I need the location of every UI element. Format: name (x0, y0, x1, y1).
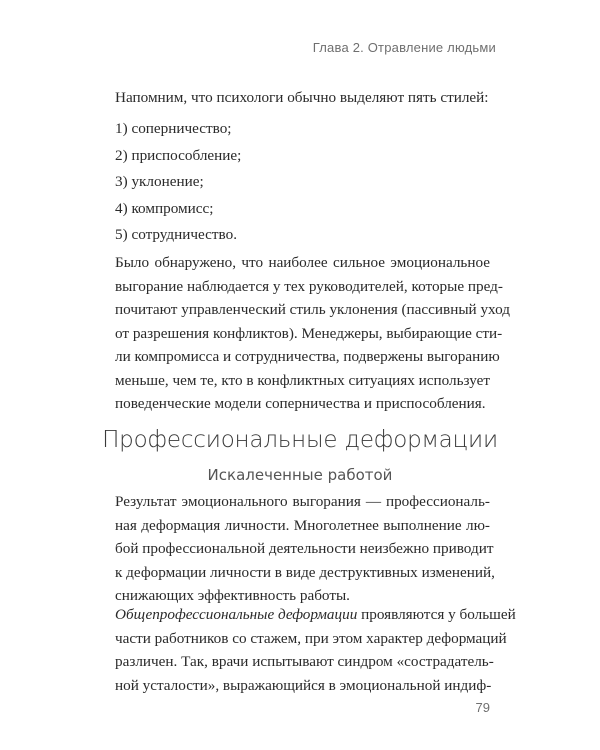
paragraph-line: снижающих эффективность работы. (115, 587, 350, 604)
paragraph-line: Результат эмоционального выгорания — профессиональ- (115, 493, 490, 510)
paragraph-line: ли компромисса и сотрудничества, подвержены выгоранию (115, 348, 500, 365)
page-number: 79 (475, 700, 490, 715)
list-item: 2) приспособление; (115, 146, 242, 164)
paragraph-line: ная деформация личности. Многолетнее выполнение лю- (115, 516, 490, 534)
italic-term: Общепрофессиональные деформации (115, 606, 358, 623)
list-item: 1) соперничество; (115, 120, 232, 137)
paragraph-line: Было обнаружено, что наиболее сильное эмоциональное (115, 254, 490, 271)
paragraph-line: бой профессиональной деятельности неизбежно приводит (115, 540, 494, 557)
paragraph-line: поведенческие модели соперничества и приспособления. (115, 395, 486, 412)
list-item: 5) сотрудничество. (115, 226, 238, 243)
intro-sentence: Напомним, что психологи обычно выделяют пять стилей: (115, 89, 489, 106)
list-item: 3) уклонение; (115, 173, 204, 190)
running-head: Глава 2. Отравление людьми (312, 40, 496, 55)
paragraph-line: выгорание наблюдается у тех руководителей, которые пред- (115, 277, 503, 295)
paragraph-line: ной усталости», выражающийся в эмоциональной индиф- (115, 676, 492, 694)
paragraph-line: различен. Так, врачи испытывают синдром «сострадатель- (115, 653, 494, 670)
section-subtitle: Искалеченные работой (207, 466, 393, 484)
styles-list (115, 116, 241, 249)
paragraph-line-rest: проявляются у большей (357, 606, 516, 623)
section-title: Профессиональные деформации (102, 427, 498, 453)
paragraph-burnout-findings (115, 251, 510, 416)
paragraph-line: меньше, чем те, кто в конфликтных ситуациях использует (115, 371, 490, 389)
paragraph-line: почитают управленческий стиль уклонения (пассивный уход (115, 301, 510, 318)
paragraph-line: к деформации личности в виде деструктивных изменений, (115, 563, 495, 581)
paragraph-general-deformations (115, 603, 516, 697)
paragraph-line (115, 603, 516, 627)
list-item: 4) компромисс; (115, 199, 214, 217)
paragraph-deformation (115, 490, 495, 608)
paragraph-line: от разрешения конфликтов). Менеджеры, выбирающие сти- (115, 324, 503, 342)
paragraph-line: части работников со стажем, при этом характер деформаций (115, 629, 507, 647)
